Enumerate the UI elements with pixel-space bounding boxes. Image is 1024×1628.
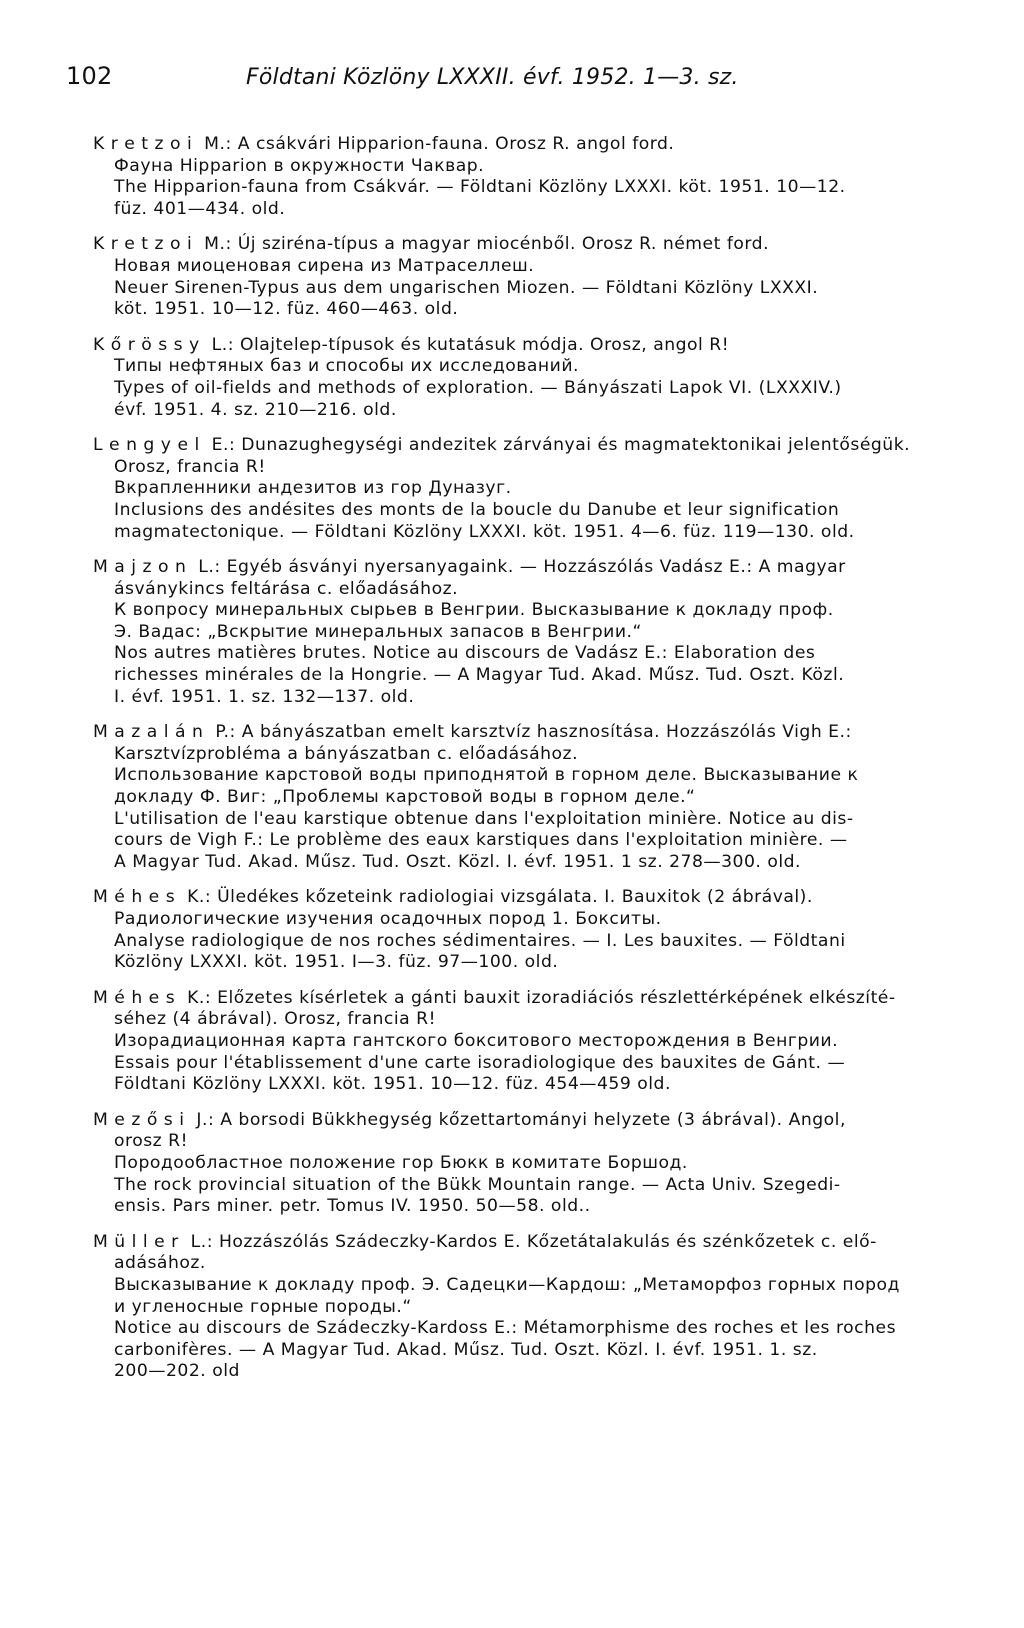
entry-line: Э. Вадас: „Вскрытие минеральных запасов в Венгрии.“ bbox=[114, 621, 642, 642]
entry-line: ásványkincs feltárása c. előadásához. bbox=[114, 578, 459, 599]
entry-line: докладу Ф. Виг: „Проблемы карстовой воды в горном деле.“ bbox=[114, 787, 696, 808]
bibliography-entry bbox=[69, 1232, 990, 1383]
entry-line: cours de Vigh F.: Le problème des eaux karstiques dans l'exploitation minière. — bbox=[114, 830, 848, 851]
entry-heading-line: K r e t z o i M.: A csákvári Hipparion-fauna. Orosz R. angol ford. bbox=[93, 134, 675, 154]
entry-line: Notice au discours de Szádeczky-Kardoss E.: Métamorphisme des roches et les roches bbox=[114, 1318, 897, 1339]
entry-heading-line: M a z a l á n P.: A bányászatban emelt karsztvíz hasznosítása. Hozzászólás Vigh E.: bbox=[93, 722, 852, 743]
entry-line: The rock provincial situation of the Bükk Mountain range. — Acta Univ. Szegedi- bbox=[114, 1174, 841, 1195]
bibliography-entry bbox=[69, 557, 990, 708]
entry-line: carbonifères. — A Magyar Tud. Akad. Műsz. Tud. Oszt. Közl. I. évf. 1951. 1. sz. bbox=[114, 1339, 818, 1360]
entry-heading-line: M ü l l e r L.: Hozzászólás Szádeczky-Kardos E. Kőzetátalakulás és szénkőzetek c. elő- bbox=[93, 1231, 877, 1252]
entry-line: A Magyar Tud. Akad. Műsz. Tud. Oszt. Közl. I. évf. 1951. 1 sz. 278—300. old. bbox=[114, 851, 802, 872]
entry-heading-line: M é h e s K.: Előzetes kísérletek a gánti bauxit izoradiációs részlettérképének elkészíté- bbox=[93, 987, 896, 1008]
bibliography-list bbox=[66, 134, 990, 1383]
entry-line: Использование карстовой воды приподнятой в горном деле. Высказывание к bbox=[114, 765, 859, 786]
entry-line: Közlöny LXXXI. köt. 1951. I—3. füz. 97—100. old. bbox=[114, 952, 559, 973]
entry-line: Neuer Sirenen-Typus aus dem ungarischen Miozen. — Földtani Közlöny LXXXI. bbox=[114, 277, 819, 298]
entry-line: ensis. Pars miner. petr. Tomus IV. 1950. 50—58. old.. bbox=[114, 1196, 591, 1217]
bibliography-entry bbox=[69, 435, 990, 543]
entry-line: Радиологические изучения осадочных пород 1. Бокситы. bbox=[114, 909, 662, 929]
bibliography-entry bbox=[69, 722, 990, 873]
entry-line: séhez (4 ábrával). Orosz, francia R! bbox=[114, 1009, 436, 1030]
entry-line: Новая миоценовая сирена из Матраселлеш. bbox=[114, 255, 535, 276]
entry-line: I. évf. 1951. 1. sz. 132—137. old. bbox=[114, 686, 415, 707]
entry-line: 200—202. old bbox=[114, 1361, 240, 1382]
entry-line: richesses minérales de la Hongrie. — A Magyar Tud. Akad. Műsz. Tud. Oszt. Közl. bbox=[114, 665, 845, 686]
entry-line: Inclusions des andésites des monts de la boucle du Danube et leur signification bbox=[114, 499, 840, 520]
entry-line: Földtani Közlöny LXXXI. köt. 1951. 10—12. füz. 454—459 old. bbox=[114, 1074, 671, 1095]
entry-line: Karsztvízprobléma a bányászatban c. előadásához. bbox=[114, 743, 579, 764]
entry-line: Analyse radiologique de nos roches sédimentaires. — I. Les bauxites. — Földtani bbox=[114, 930, 846, 951]
entry-line: и угленосные горные породы.“ bbox=[114, 1296, 412, 1317]
entry-line: Типы нефтяных баз и способы их исследований. bbox=[114, 356, 579, 377]
running-header bbox=[66, 62, 990, 90]
bibliography-entry bbox=[69, 988, 990, 1096]
entry-heading-line: K r e t z o i M.: Új sziréna-típus a magyar miocénből. Orosz R. német ford. bbox=[93, 234, 770, 255]
entry-line: Nos autres matières brutes. Notice au discours de Vadász E.: Elaboration des bbox=[114, 643, 816, 664]
entry-heading-line: M e z ő s i J.: A borsodi Bükkhegység kőzettartományi helyzete (3 ábrával). Angol, bbox=[93, 1109, 846, 1130]
entry-line: magmatectonique. — Földtani Közlöny LXXXI. köt. 1951. 4—6. füz. 119—130. old. bbox=[114, 521, 855, 542]
entry-heading-line: M a j z o n L.: Egyéb ásványi nyersanyagaink. — Hozzászólás Vadász E.: A magyar bbox=[93, 557, 846, 578]
entry-line: Породообластное положение гор Бюкк в комитате Боршод. bbox=[114, 1152, 688, 1173]
entry-line: orosz R! bbox=[114, 1131, 188, 1152]
page-number: 102 bbox=[66, 62, 113, 90]
journal-citation: Földtani Közlöny LXXXII. évf. 1952. 1—3. sz. bbox=[246, 65, 739, 90]
bibliography-entry bbox=[69, 134, 990, 220]
entry-line: Вкрапленники андезитов из гор Дуназуг. bbox=[114, 478, 512, 499]
entry-heading-line: K ő r ö s s y L.: Olajtelep-típusok és kutatásuk módja. Orosz, angol R! bbox=[93, 334, 730, 355]
bibliography-entry bbox=[69, 335, 990, 421]
entry-line: Orosz, francia R! bbox=[114, 456, 266, 477]
entry-heading-line: M é h e s K.: Üledékes kőzeteink radiologiai vizsgálata. I. Bauxitok (2 ábrával). bbox=[93, 887, 813, 908]
entry-line: Types of oil-fields and methods of exploration. — Bányászati Lapok VI. (LXXXIV.) bbox=[114, 377, 842, 398]
bibliography-entry bbox=[69, 234, 990, 320]
entry-line: Фауна Hipparion в окружности Чаквар. bbox=[114, 155, 485, 176]
entry-line: Высказывание к докладу проф. Э. Садецки—Кардош: „Метаморфоз горных пород bbox=[114, 1274, 900, 1295]
entry-line: füz. 401—434. old. bbox=[114, 198, 286, 219]
entry-line: К вопросу минеральных сырьев в Венгрии. Высказывание к докладу проф. bbox=[114, 600, 834, 621]
entry-line: köt. 1951. 10—12. füz. 460—463. old. bbox=[114, 299, 459, 320]
entry-line: Essais pour l'établissement d'une carte isoradiologique des bauxites de Gánt. — bbox=[114, 1052, 846, 1073]
entry-line: L'utilisation de l'eau karstique obtenue dans l'exploitation minière. Notice au dis- bbox=[114, 808, 854, 829]
entry-line: The Hipparion-fauna from Csákvár. — Földtani Közlöny LXXXI. köt. 1951. 10—12. bbox=[114, 177, 846, 198]
entry-line: évf. 1951. 4. sz. 210—216. old. bbox=[114, 399, 397, 420]
entry-heading-line: L e n g y e l E.: Dunazughegységi andezitek zárványai és magmatektonikai jelentőségük. bbox=[93, 435, 911, 456]
bibliography-entry bbox=[69, 1110, 990, 1218]
bibliography-entry bbox=[69, 887, 990, 973]
entry-line: Изорадиационная карта гантского бокситового месторождения в Венгрии. bbox=[114, 1030, 839, 1051]
entry-line: adásához. bbox=[114, 1253, 206, 1274]
